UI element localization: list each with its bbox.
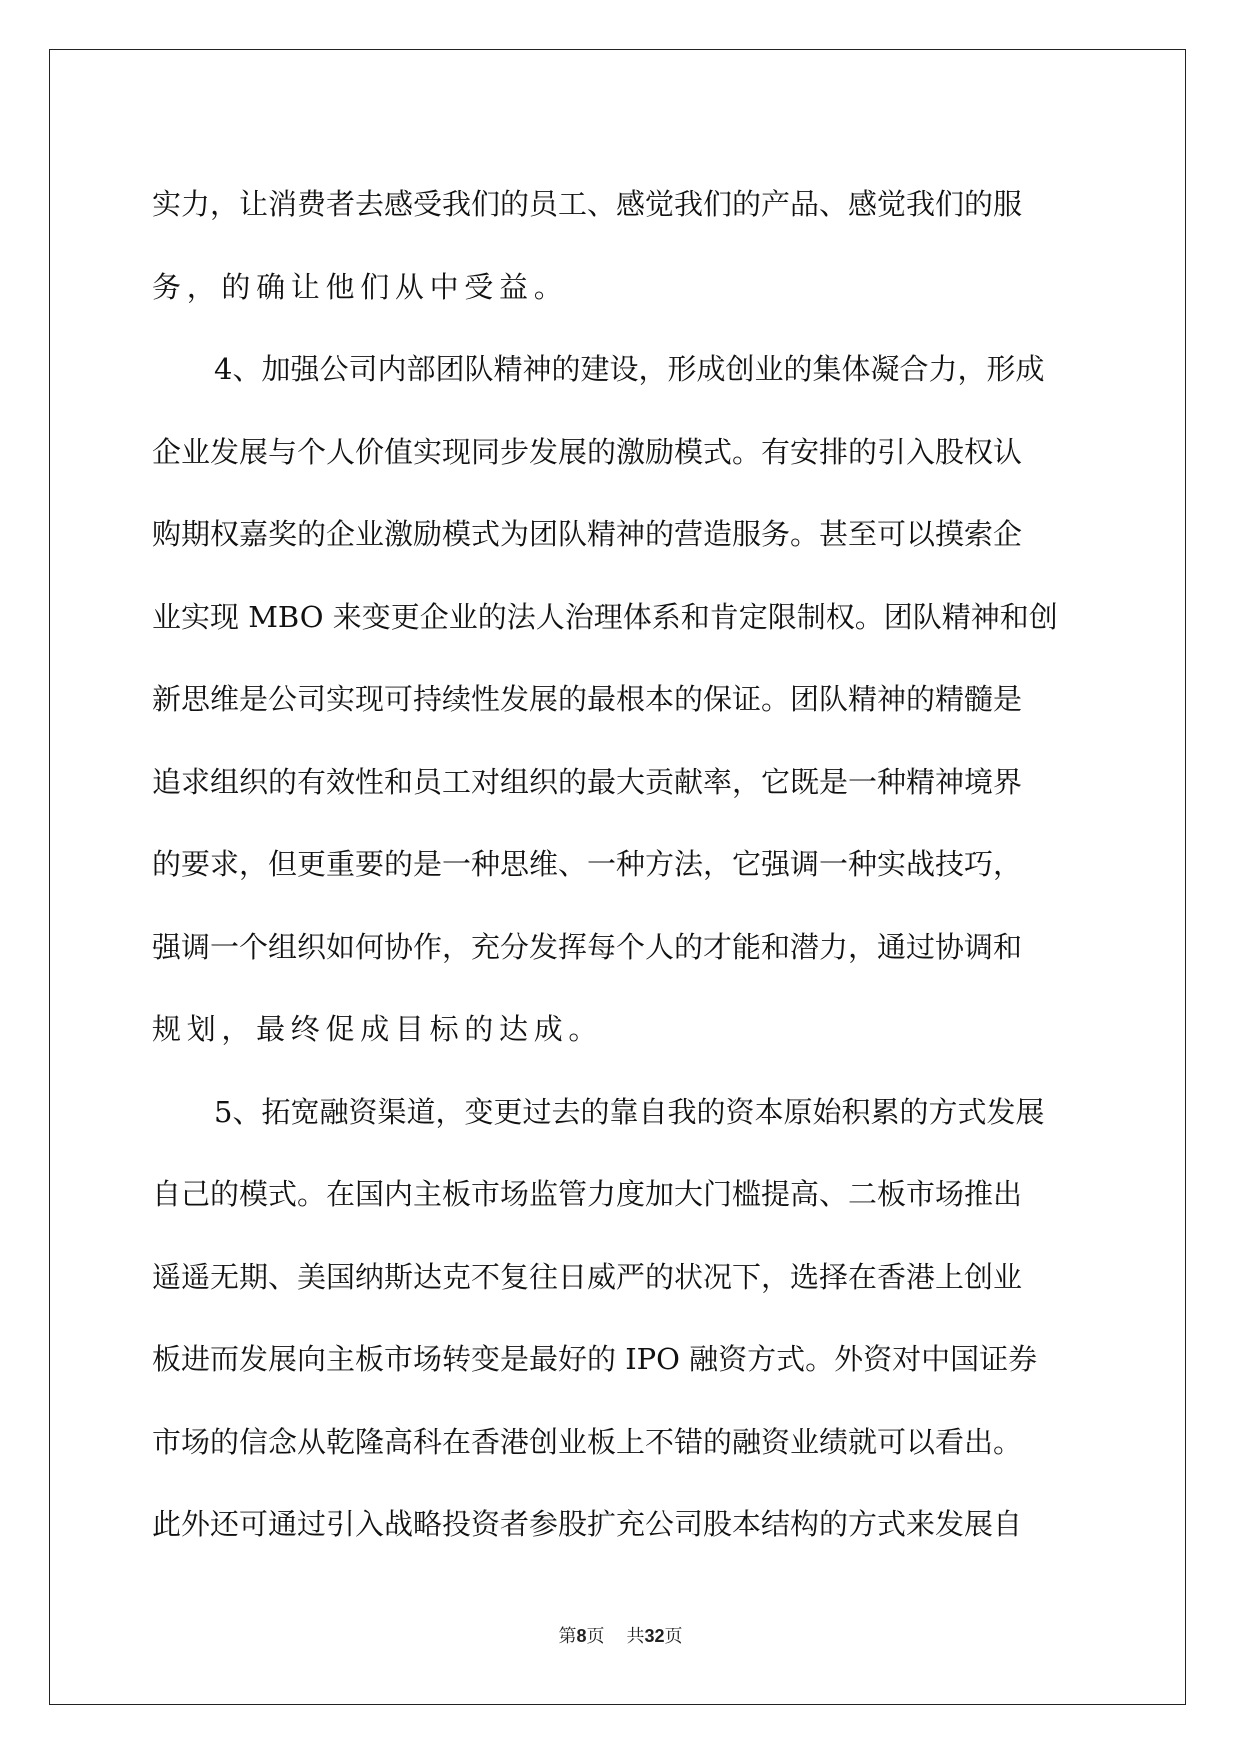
text-line: 购期权嘉奖的企业激励模式为团队精神的营造服务。甚至可以摸索企 bbox=[152, 517, 1023, 551]
text-line: 5、拓宽融资渠道，变更过去的靠自我的资本原始积累的方式发展 bbox=[214, 1094, 1045, 1129]
text-line: 企业发展与个人价值实现同步发展的激励模式。有安排的引入股权认 bbox=[152, 434, 1023, 469]
text-line: 新思维是公司实现可持续性发展的最根本的保证。团队精神的精髓是 bbox=[152, 682, 1023, 716]
total-prefix: 共 bbox=[626, 1626, 645, 1647]
text-line: 规划，最终促成目标的达成。 bbox=[152, 1012, 604, 1046]
text-line: 4、加强公司内部团队精神的建设，形成创业的集体凝合力，形成 bbox=[214, 352, 1045, 386]
text-line: 业实现 MBO 来变更企业的法人治理体系和肯定限制权。团队精神和创 bbox=[152, 599, 1058, 634]
page-prefix: 第 bbox=[558, 1626, 577, 1647]
total-pages: 32 bbox=[644, 1626, 665, 1646]
text-line: 遥遥无期、美国纳斯达克不复往日威严的状况下，选择在香港上创业 bbox=[152, 1259, 1023, 1294]
total-suffix: 页 bbox=[664, 1626, 683, 1647]
text-line: 的要求，但更重要的是一种思维、一种方法，它强调一种实战技巧， bbox=[152, 847, 1023, 881]
text-line: 市场的信念从乾隆高科在香港创业板上不错的融资业绩就可以看出。 bbox=[152, 1424, 1023, 1459]
text-line: 务，的确让他们从中受益。 bbox=[152, 269, 569, 304]
text-line: 板进而发展向主板市场转变是最好的 IPO 融资方式。外资对中国证券 bbox=[152, 1342, 1038, 1376]
text-line: 自己的模式。在国内主板市场监管力度加大门槛提高、二板市场推出 bbox=[152, 1177, 1023, 1211]
page-footer bbox=[0, 1622, 1241, 1648]
text-line: 追求组织的有效性和员工对组织的最大贡献率，它既是一种精神境界 bbox=[152, 764, 1023, 799]
text-line: 强调一个组织如何协作，充分发挥每个人的才能和潜力，通过协调和 bbox=[152, 929, 1023, 964]
text-line: 此外还可通过引入战略投资者参股扩充公司股本结构的方式来发展自 bbox=[152, 1507, 1023, 1541]
document-body bbox=[152, 163, 1086, 1566]
page-suffix: 页 bbox=[586, 1626, 605, 1647]
page-number: 8 bbox=[576, 1626, 587, 1646]
text-line: 实力，让消费者去感受我们的员工、感觉我们的产品、感觉我们的服 bbox=[152, 187, 1023, 221]
